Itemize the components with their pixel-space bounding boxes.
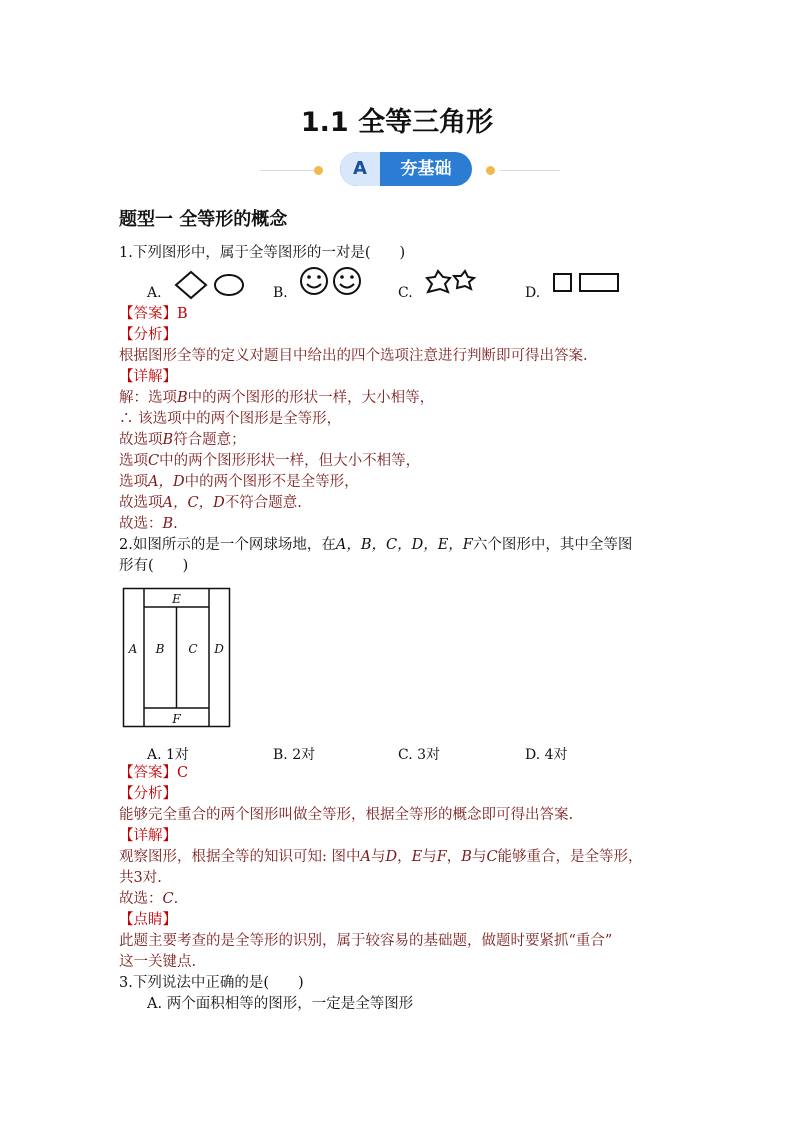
banner-text: 夯基础 [400, 159, 452, 179]
q1-detail-tag: 【详解】 [119, 369, 177, 385]
q2-detail-tag: 【详解】 [119, 828, 177, 844]
q2-detail-line: 观察图形，根据全等的知识可知: 图中A与D，E与F，B与C能够重合，是全等形， [119, 849, 643, 865]
q2-answer-value: C [177, 765, 189, 781]
q1-answer-value: B [177, 306, 188, 322]
q3-stem: 3.下列说法中正确的是( ) [119, 975, 304, 991]
q1-detail-line: ∴ 该选项中的两个图形是全等形， [119, 411, 342, 427]
q1-option-a: A. [147, 285, 162, 301]
q1-detail-line: 故选项A，C，D不符合题意. [119, 495, 302, 511]
q1-option-b: B. [273, 285, 288, 301]
q2-point: 此题主要考查的是全等形的识别，属于较容易的基础题，做题时要紧抓“重合” [119, 933, 613, 949]
q1-analysis-tag: 【分析】 [119, 327, 177, 343]
q1-detail-line: 选项C中的两个图形形状一样，但大小不相等， [119, 453, 421, 469]
q1-figure-d [552, 272, 622, 296]
court-label-d: D [214, 642, 224, 656]
banner-dot-right [486, 166, 495, 175]
banner-dot-left [314, 166, 323, 175]
banner-line-left [260, 170, 320, 171]
q1-option-c: C. [398, 285, 413, 301]
page-title: 1.1 全等三角形 [300, 107, 494, 138]
q1-detail-line: 故选：B. [119, 516, 178, 532]
q2-detail-line: 共3对. [119, 870, 162, 886]
q2-stem-cont: 形有( ) [119, 558, 189, 574]
q1-answer: 【答案】B [119, 306, 188, 322]
q2-option-c: C. 3对 [398, 747, 441, 763]
banner-pill [340, 152, 472, 186]
tennis-court-figure [122, 587, 232, 728]
q3-option-a: A. 两个面积相等的图形，一定是全等图形 [147, 996, 414, 1012]
q1-analysis: 根据图形全等的定义对题目中给出的四个选项注意进行判断即可得出答案. [119, 348, 588, 364]
q2-option-b: B. 2对 [273, 747, 316, 763]
court-label-e: E [172, 592, 181, 606]
section-heading: 题型一 全等形的概念 [119, 209, 288, 230]
q2-option-a: A. 1对 [147, 747, 189, 763]
court-label-a: A [128, 642, 138, 656]
q1-figure-c [424, 270, 479, 298]
q1-detail-line: 故选项B符合题意； [119, 432, 246, 448]
court-label-c: C [188, 642, 198, 656]
section-banner [300, 150, 580, 190]
q2-stem: 2.如图所示的是一个网球场地，在A，B，C，D，E，F六个图形中，其中全等图 [119, 537, 633, 553]
q1-detail-line: 选项A，D中的两个图形不是全等形， [119, 474, 359, 490]
banner-letter: A [340, 152, 380, 186]
q1-stem: 1.下列图形中，属于全等图形的一对是( ) [119, 245, 406, 261]
court-label-b: B [155, 642, 165, 656]
court-label-f: F [172, 712, 181, 726]
q2-point-cont: 这一关键点. [119, 954, 197, 970]
q2-answer: 【答案】C [119, 765, 189, 781]
q2-analysis-tag: 【分析】 [119, 786, 177, 802]
q1-figure-a [172, 270, 247, 300]
q1-option-d: D. [525, 285, 541, 301]
q2-detail-line: 故选：C. [119, 891, 179, 907]
q2-analysis: 能够完全重合的两个图形叫做全等形，根据全等形的概念即可得出答案. [119, 807, 574, 823]
q1-figure-b [298, 265, 368, 299]
q1-detail-line: 解：选项B中的两个图形的形状一样，大小相等， [119, 390, 435, 406]
banner-line-right [500, 170, 560, 171]
q2-point-tag: 【点睛】 [119, 912, 177, 928]
q2-option-d: D. 4对 [525, 747, 568, 763]
